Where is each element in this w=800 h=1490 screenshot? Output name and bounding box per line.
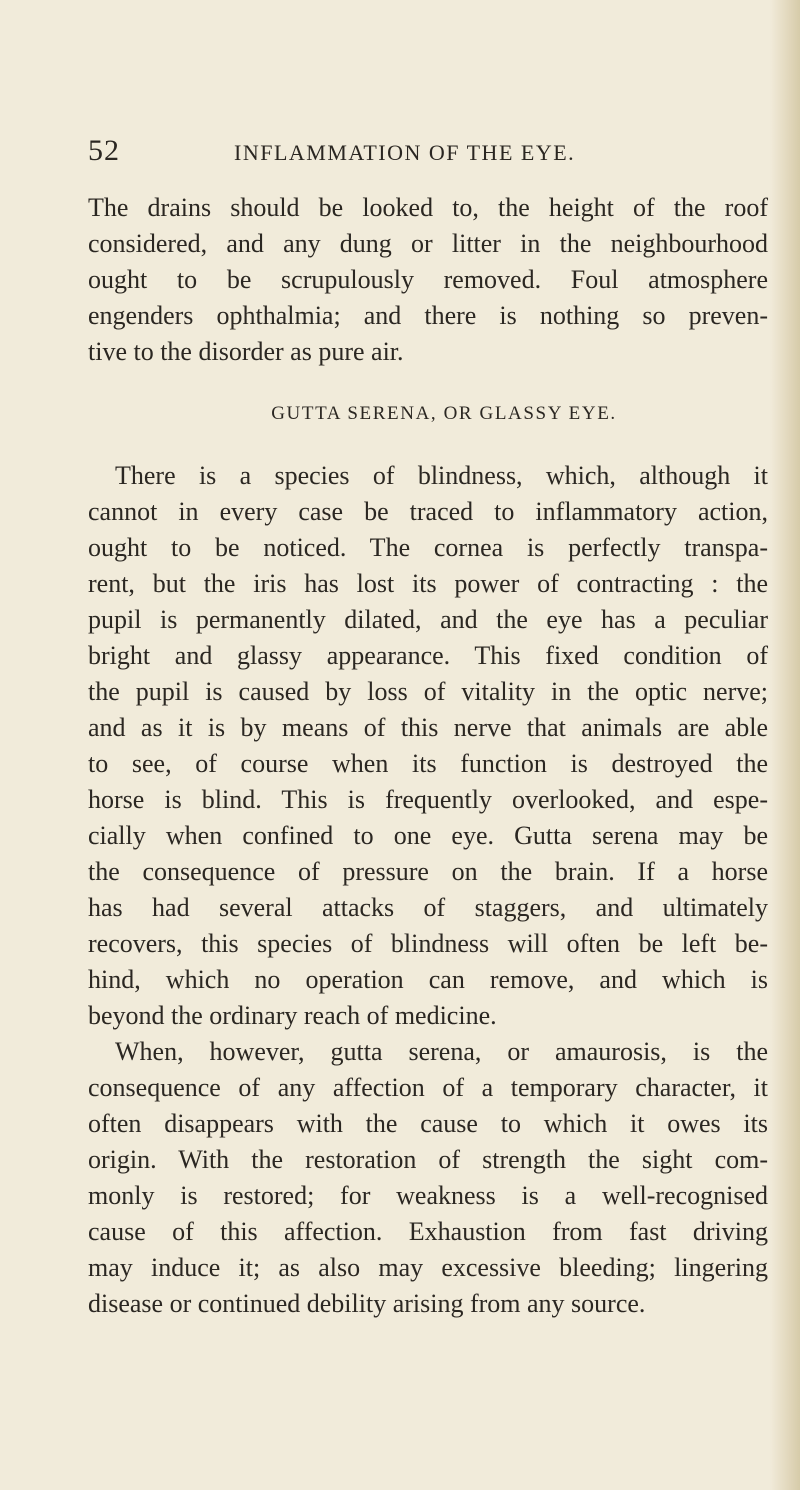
text-line: has had several attacks of staggers, and ultimately bbox=[88, 893, 768, 922]
text-line: engenders ophthalmia; and there is nothing so preven- bbox=[88, 301, 768, 330]
text-line: rent, but the iris has lost its power of contracting : the bbox=[88, 569, 768, 598]
text-line: recovers, this species of blindness will often be left be- bbox=[88, 929, 768, 958]
text-line: beyond the ordinary reach of medicine. bbox=[88, 1001, 497, 1030]
section-heading: GUTTA SERENA, OR GLASSY EYE. bbox=[271, 403, 617, 424]
text-line: to see, of course when its function is destroyed the bbox=[88, 749, 768, 778]
text-line: ought to be noticed. The cornea is perfectly transpa- bbox=[88, 533, 768, 562]
paragraph-2 bbox=[88, 458, 768, 1034]
text-line: considered, and any dung or litter in the neighbourhood bbox=[88, 229, 768, 258]
text-line: pupil is permanently dilated, and the eye has a peculiar bbox=[88, 605, 768, 634]
text-line: may induce it; as also may excessive bleeding; lingering bbox=[88, 1253, 768, 1282]
text-line: the pupil is caused by loss of vitality in the optic nerve; bbox=[88, 677, 768, 706]
text-line: cause of this affection. Exhaustion from fast driving bbox=[88, 1217, 768, 1246]
text-line: monly is restored; for weakness is a well-recognised bbox=[88, 1181, 768, 1210]
text-line: origin. With the restoration of strength the sight com- bbox=[88, 1145, 768, 1174]
text-line: disease or continued debility arising from any source. bbox=[88, 1289, 646, 1318]
running-head: INFLAMMATION OF THE EYE. bbox=[234, 140, 576, 165]
text-line: often disappears with the cause to which it owes its bbox=[88, 1109, 768, 1138]
page-number: 52 bbox=[88, 134, 120, 167]
text-line: the consequence of pressure on the brain. If a horse bbox=[88, 857, 768, 886]
body-text bbox=[88, 190, 768, 1322]
text-line: horse is blind. This is frequently overlooked, and espe- bbox=[88, 785, 768, 814]
text-line: There is a species of blindness, which, although it bbox=[115, 461, 768, 490]
paragraph-1 bbox=[88, 190, 768, 370]
text-line: and as it is by means of this nerve that animals are able bbox=[88, 713, 768, 742]
text-line: The drains should be looked to, the height of the roof bbox=[88, 193, 768, 222]
text-line: consequence of any affection of a temporary character, it bbox=[88, 1073, 768, 1102]
paragraph-3 bbox=[88, 1034, 768, 1322]
text-line: cially when confined to one eye. Gutta serena may be bbox=[88, 821, 768, 850]
text-line: hind, which no operation can remove, and which is bbox=[88, 965, 768, 994]
page-edge-shadow bbox=[770, 0, 800, 1490]
text-line: bright and glassy appearance. This fixed condition of bbox=[88, 641, 768, 670]
text-line: tive to the disorder as pure air. bbox=[88, 337, 404, 366]
text-line: cannot in every case be traced to inflammatory action, bbox=[88, 497, 768, 526]
text-line: ought to be scrupulously removed. Foul atmosphere bbox=[88, 265, 768, 294]
text-line: When, however, gutta serena, or amaurosis, is the bbox=[115, 1037, 768, 1066]
page-header bbox=[88, 134, 768, 174]
